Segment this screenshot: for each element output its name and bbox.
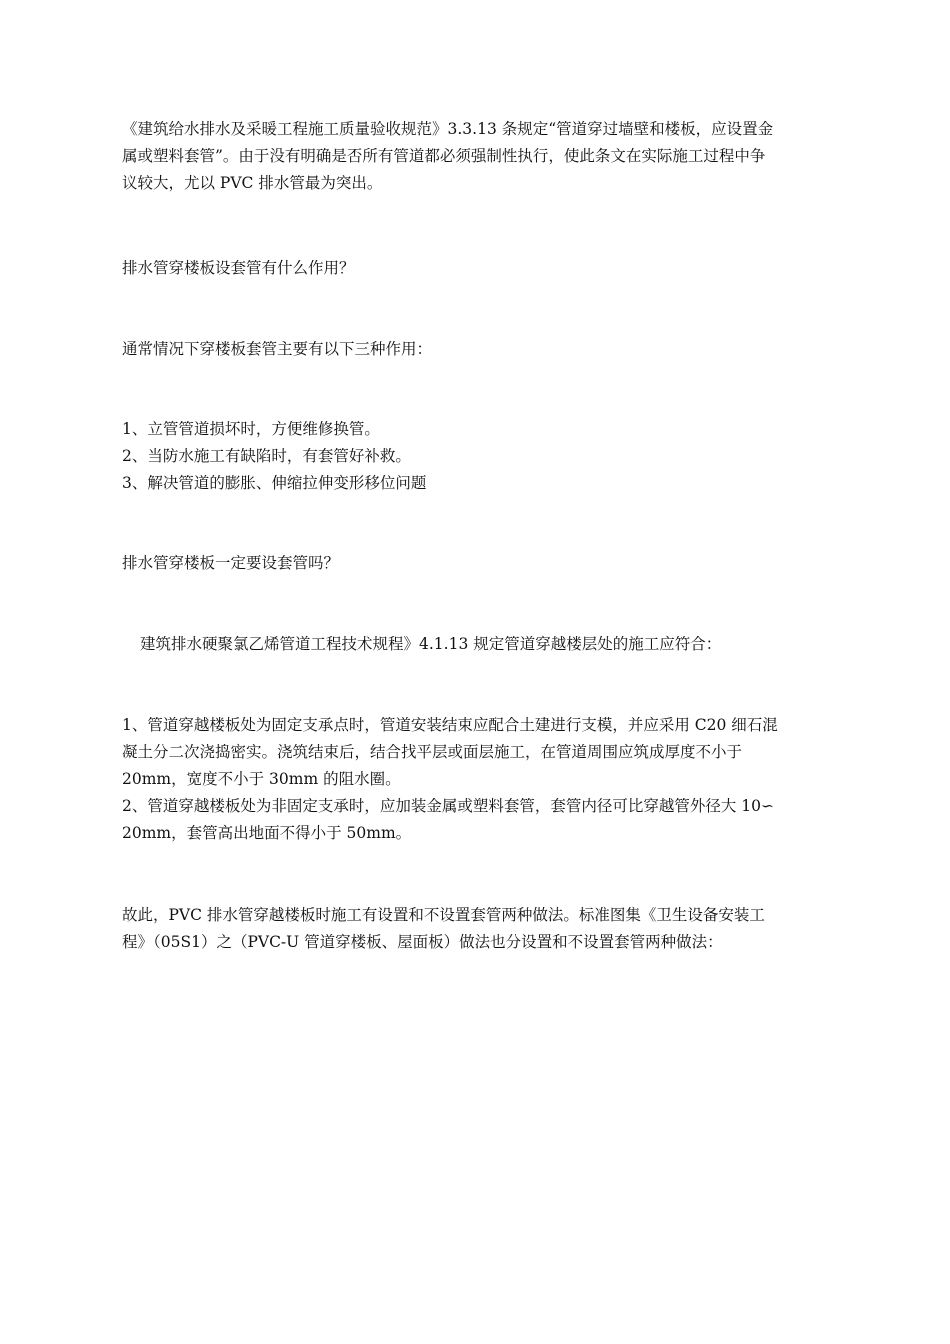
rule-1-paragraph <box>122 712 838 793</box>
question-2-text: 排水管穿楼板一定要设套管吗？ <box>122 554 340 572</box>
conclusion-paragraph <box>122 902 838 956</box>
intro-line: 《建筑给水排水及采暖工程施工质量验收规范》3.3.13 条规定“管道穿过墙壁和楼板，应设置金 <box>122 120 774 138</box>
question-1-text: 排水管穿楼板设套管有什么作用？ <box>122 259 355 277</box>
rule-line: 凝土分二次浇捣密实。浇筑结束后，结合找平层或面层施工，在管道周围应筑成厚度不小于 <box>122 743 743 761</box>
intro-line: 属或塑料套管”。由于没有明确是否所有管道都必须强制性执行，使此条文在实际施工过程中争 <box>122 147 766 165</box>
question-heading-2 <box>122 550 838 577</box>
question-heading-1 <box>122 255 838 282</box>
functions-list <box>122 416 838 497</box>
rule-line: 1、管道穿越楼板处为固定支承点时，管道安装结束应配合土建进行支模，并应采用 C20 细石混 <box>122 716 778 734</box>
rule-2-paragraph <box>122 793 838 847</box>
regulation-intro <box>140 631 856 658</box>
functions-intro <box>122 336 838 363</box>
intro-line: 议较大，尤以 PVC 排水管最为突出。 <box>122 174 383 192</box>
rule-line: 20mm，套管高出地面不得小于 50mm。 <box>122 824 412 842</box>
list-item: 1、立管管道损坏时，方便维修换管。 <box>122 420 380 438</box>
rule-line: 2、管道穿越楼板处为非固定支承时，应加装金属或塑料套管，套管内径可比穿越管外径大 10∽ <box>122 797 775 815</box>
conclusion-line: 程》（05S1）之（PVC-U 管道穿楼板、屋面板）做法也分设置和不设置套管两种做法： <box>122 933 723 951</box>
regulation-intro-text: 建筑排水硬聚氯乙烯管道工程技术规程》4.1.13 规定管道穿越楼层处的施工应符合： <box>140 635 722 653</box>
list-item: 2、当防水施工有缺陷时，有套管好补救。 <box>122 447 411 465</box>
functions-intro-text: 通常情况下穿楼板套管主要有以下三种作用： <box>122 340 433 358</box>
rule-line: 20mm，宽度不小于 30mm 的阻水圈。 <box>122 770 401 788</box>
intro-paragraph <box>122 116 838 197</box>
conclusion-line: 故此，PVC 排水管穿越楼板时施工有设置和不设置套管两种做法。标准图集《卫生设备安装工 <box>122 906 765 924</box>
list-item: 3、解决管道的膨胀、伸缩拉伸变形移位问题 <box>122 474 427 492</box>
